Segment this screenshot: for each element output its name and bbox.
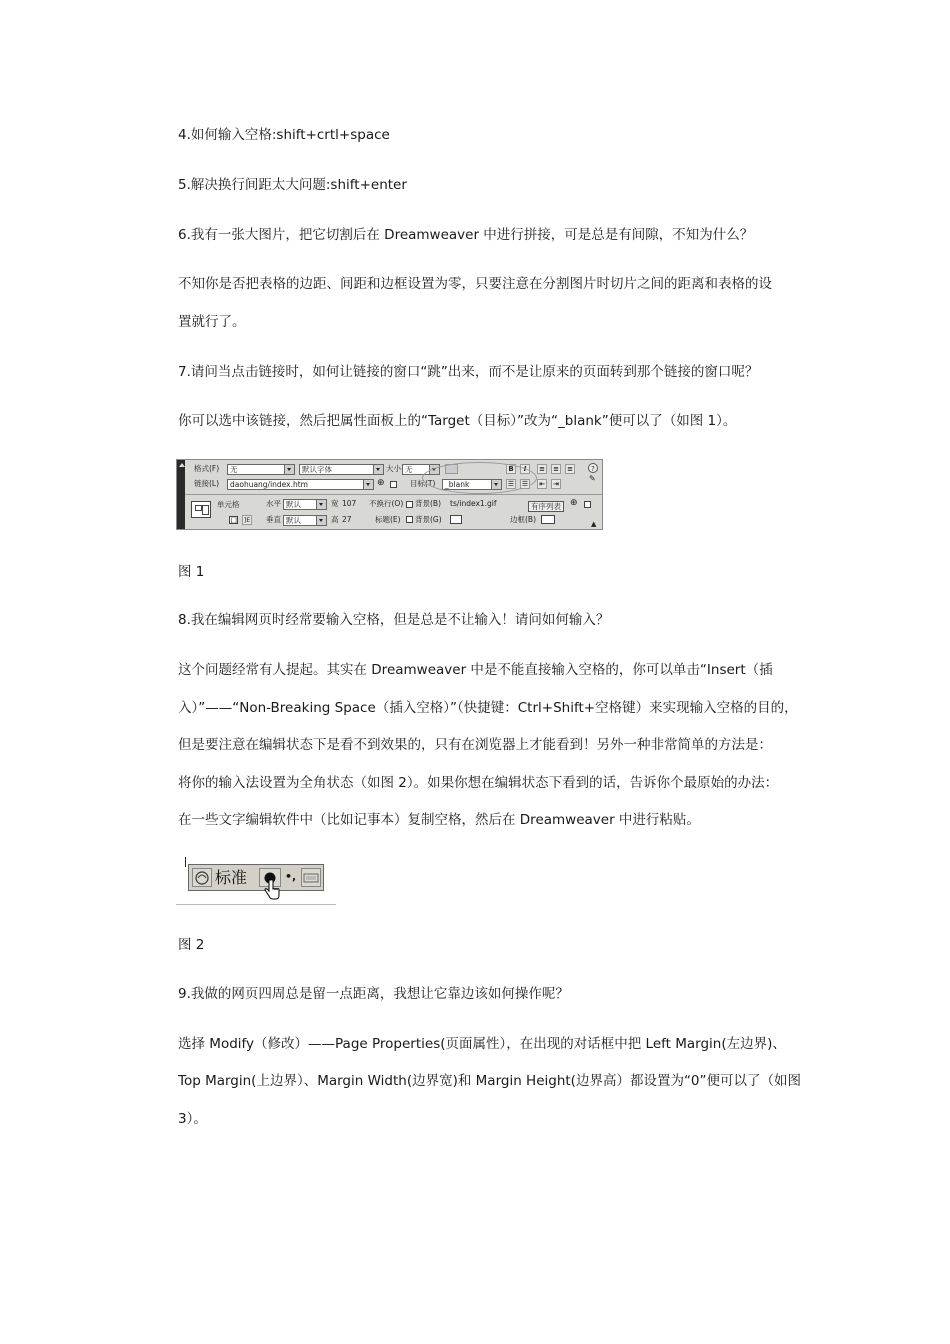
ime-logo-icon[interactable] [192,868,212,887]
figure-1-property-inspector [176,459,603,530]
line-a8-4: 将你的输入法设置为全角状态（如图 2）。如果你想在编辑状态下看到的话，告诉你个最原始的办法： [178,775,779,791]
figure-1-caption: 图 1 [178,564,205,580]
vert-select[interactable] [283,515,327,526]
format-value: 无 [230,465,238,474]
horz-label: 水平 [266,499,281,508]
font-value: 默认字体 [302,465,332,474]
header-label: 标题(E) [375,515,401,524]
nowrap-label: 不换行(O) [369,499,404,508]
line-a7: 你可以选中该链接，然后把属性面板上的“Target（目标）”改为“_blank”便可以了（如图 1）。 [178,413,737,429]
keyboard-svg [302,869,320,886]
link-label: 链接(L) [194,479,220,488]
align-center-icon[interactable]: ≡ [551,464,561,474]
format-select[interactable] [227,464,295,475]
line-q4: 4.如何输入空格:shift+crtl+space [178,127,390,143]
link-value: daohuang/index.htm [230,480,308,489]
edit-icon[interactable]: ✎ [589,474,596,483]
line-a6-1: 不知你是否把表格的边距、间距和边框设置为零，只要注意在分割图片时切片之间的距离和表格的设 [178,276,772,292]
line-a8-2: 入）”——“Non-Breaking Space（插入空格）”（快捷键：Ctrl+Shift+空格键）来实现输入空格的目的， [178,700,798,716]
hand-cursor-icon [263,879,281,901]
table-cell-icon [191,501,211,518]
target-value: _blank [445,480,470,489]
cell-label: 单元格 [217,500,240,509]
link-input[interactable] [227,479,374,490]
browse-folder-icon[interactable] [390,481,397,488]
point-to-file-icon[interactable]: ⊕ [570,498,578,508]
dropdown-arrow-icon [284,465,294,474]
bg-color-swatch[interactable] [450,515,462,524]
line-a9-2: Top Margin(上边界）、Margin Width(边界宽)和 Margin Height(边界高）都设置为“0”便可以了（如图 [178,1073,802,1089]
size-label: 大小 [386,464,401,473]
collapse-arrow-icon [179,463,185,467]
dropdown-arrow-icon [316,516,326,525]
border-color-swatch[interactable] [541,515,555,524]
horz-value: 默认 [286,500,301,509]
soft-keyboard-icon[interactable] [301,868,321,887]
line-a8-3: 但是要注意在编辑状态下是看不到效果的，只有在浏览器上才能看到！另外一种非常简单的方法是： [178,737,772,753]
browse-folder-icon[interactable] [584,501,591,508]
vert-value: 默认 [286,516,301,525]
ime-status-bar [188,864,324,891]
unordered-list-icon[interactable]: ☰ [507,480,515,488]
expand-arrow-icon[interactable]: ▲ [591,520,597,528]
line-a8-1: 这个问题经常有人提起。其实在 Dreamweaver 中是不能直接输入空格的，你可以单击“Insert（插 [178,662,773,678]
bg-value[interactable]: ts/index1.gif [450,499,497,508]
nowrap-checkbox[interactable] [406,501,413,508]
point-to-file-icon[interactable]: ⊕ [377,478,385,488]
split-cells-icon[interactable]: ]E [243,516,251,524]
figure-2-baseline [176,904,336,905]
format-label: 格式(F) [194,464,220,473]
line-q7: 7.请问当点击链接时，如何让链接的窗口“跳”出来，而不是让原来的页面转到那个链接的窗口呢？ [178,364,759,380]
ordered-list-button[interactable]: 有序列表 [528,501,564,512]
dropdown-arrow-icon [363,480,373,489]
line-q9: 9.我做的网页四周总是留一点距离，我想让它靠边该如何操作呢？ [178,986,569,1002]
width-value[interactable]: 107 [342,499,357,508]
ime-logo-svg [193,869,211,886]
ordered-list-icon[interactable]: ☰ [521,480,529,488]
figure-2-ime-bar [176,855,336,907]
size-value: 无 [405,465,413,474]
figure-2-caption: 图 2 [178,937,205,953]
outdent-icon[interactable]: ⇤ [537,479,547,489]
help-icon[interactable]: ? [588,463,598,473]
panel-collapse-bar[interactable] [177,460,185,530]
width-label: 宽 [331,499,339,508]
line-a8-5: 在一些文字编辑软件中（比如记事本）复制空格，然后在 Dreamweaver 中进行粘贴。 [178,812,700,828]
line-q8: 8.我在编辑网页时经常要输入空格，但是总是不让输入！请问如何输入？ [178,612,610,628]
line-a6-2: 置就行了。 [178,314,246,330]
height-value[interactable]: 27 [342,515,352,524]
horz-select[interactable] [283,499,327,510]
vert-label: 垂直 [266,515,281,524]
font-select[interactable] [299,464,384,475]
line-q5: 5.解决换行间距太大问题:shift+enter [178,177,407,193]
row-divider [185,494,603,495]
bg2-label: 背景(G) [415,515,442,524]
indent-icon[interactable]: ⇥ [551,479,561,489]
bold-button[interactable]: B [506,464,516,474]
header-checkbox[interactable] [406,516,413,523]
punctuation-toggle[interactable]: •, [285,870,297,883]
text-cursor [185,857,186,867]
line-a9-3: 3）。 [178,1111,207,1127]
merge-cells-icon[interactable]: 口 [230,516,238,525]
align-right-icon[interactable]: ≡ [565,464,575,474]
line-a9-1: 选择 Modify（修改）——Page Properties(页面属性），在出现的对话框中把 Left Margin(左边界)、 [178,1036,786,1052]
bg-label: 背景(B) [415,499,441,508]
italic-button[interactable]: I [520,464,530,474]
align-left-icon[interactable]: ≡ [537,464,547,474]
line-q6: 6.我有一张大图片，把它切割后在 Dreamweaver 中进行拼接，可是总是有间隙，不知为什么？ [178,227,754,243]
ime-mode-label[interactable]: 标准 [215,868,248,887]
dropdown-arrow-icon [373,465,383,474]
target-label: 目标(T) [410,479,436,488]
highlight-ellipse [422,462,537,494]
height-label: 高 [331,515,339,524]
dropdown-arrow-icon [316,500,326,509]
border-label: 边框(B) [510,515,536,524]
